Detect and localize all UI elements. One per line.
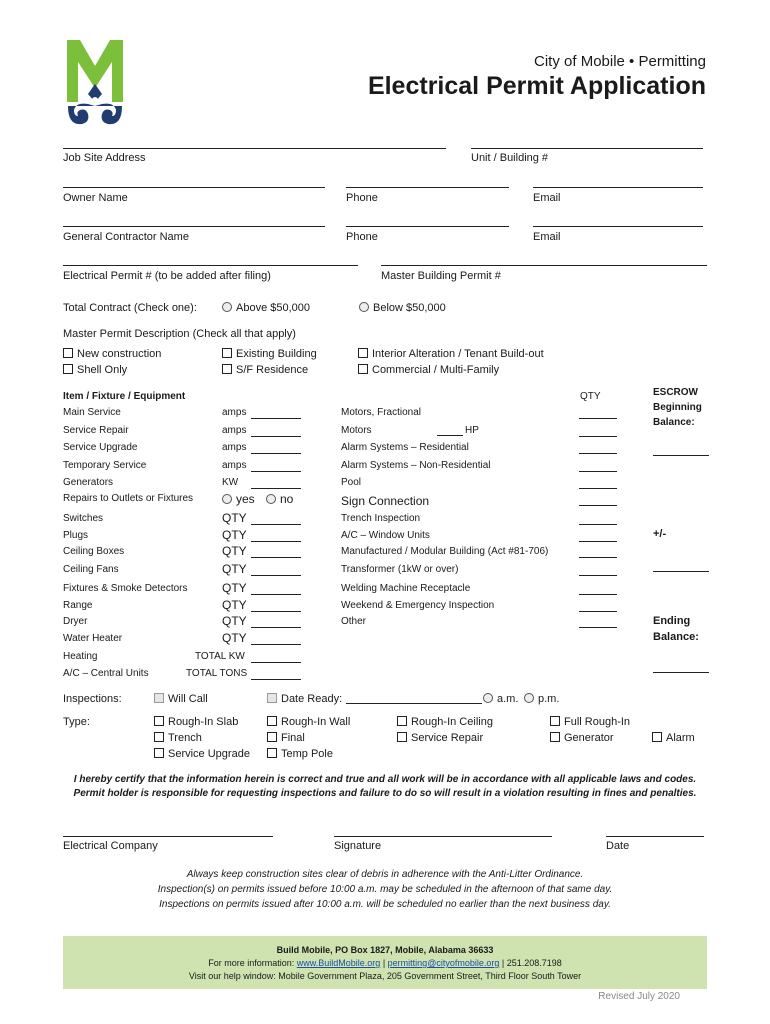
total-contract-label: Total Contract (Check one): <box>63 302 197 314</box>
rough-in-wall-checkbox[interactable]: Rough-In Wall <box>267 716 350 728</box>
qty-field[interactable] <box>579 541 617 542</box>
escrow-title: ESCROW <box>653 387 698 398</box>
job-site-address-label: Job Site Address <box>63 152 146 164</box>
contractor-phone-label: Phone <box>346 231 378 243</box>
qty-field[interactable] <box>579 524 617 525</box>
item-entry-field[interactable] <box>251 627 301 628</box>
unit-label: amps <box>222 460 247 471</box>
item-label: Ceiling Boxes <box>63 546 125 557</box>
escrow-beginning: Beginning <box>653 402 702 413</box>
qty-field[interactable] <box>579 505 617 506</box>
website-link[interactable]: www.BuildMobile.org <box>296 958 381 968</box>
qty-field[interactable] <box>579 557 617 558</box>
owner-email-field[interactable] <box>533 187 703 188</box>
motors-hp-field[interactable] <box>437 435 463 436</box>
radio-icon <box>222 494 232 504</box>
item-label: Range <box>63 600 93 611</box>
unit-label: amps <box>222 425 247 436</box>
unit-label: QTY <box>222 581 247 595</box>
item-entry-field[interactable] <box>251 679 301 680</box>
item-entry-field[interactable] <box>251 611 301 612</box>
signature-field[interactable] <box>334 836 552 837</box>
footer-help-window: Visit our help window: Mobile Government Plaza, 205 Government Street, Third Floor South Tower <box>188 971 582 981</box>
item-entry-field[interactable] <box>251 436 301 437</box>
item-label: Alarm Systems – Residential <box>341 442 469 453</box>
item-label: Generators <box>63 477 114 488</box>
radio-icon <box>222 302 232 312</box>
date-label: Date <box>606 840 630 852</box>
type-label: Type: <box>63 716 90 728</box>
electrical-permit-field[interactable] <box>63 265 358 266</box>
unit-label: QTY <box>222 614 247 628</box>
checkbox-icon <box>267 748 277 758</box>
service-repair-checkbox[interactable]: Service Repair <box>397 732 483 744</box>
footer-box <box>63 936 707 989</box>
service-upgrade-checkbox[interactable]: Service Upgrade <box>154 748 250 760</box>
unit-building-field[interactable] <box>471 148 703 149</box>
qty-field[interactable] <box>579 488 617 489</box>
checkbox-icon <box>154 748 164 758</box>
contractor-phone-field[interactable] <box>346 226 509 227</box>
item-label: Manufactured / Modular Building (Act #81-706) <box>341 546 549 557</box>
contractor-email-field[interactable] <box>533 226 703 227</box>
contractor-name-field[interactable] <box>63 226 325 227</box>
item-label: Main Service <box>63 407 121 418</box>
item-label: Repairs to Outlets or Fixtures <box>63 493 194 504</box>
item-label: Temporary Service <box>63 460 147 471</box>
item-label: Alarm Systems – Non-Residential <box>341 460 491 471</box>
date-ready-field[interactable] <box>346 703 482 704</box>
item-entry-field[interactable] <box>251 488 301 489</box>
checkbox-icon <box>397 732 407 742</box>
shell-only-checkbox[interactable]: Shell Only <box>63 364 127 376</box>
item-label: Motors <box>341 425 372 436</box>
item-label: Heating <box>63 651 98 662</box>
unit-label: QTY <box>222 511 247 525</box>
trench-checkbox[interactable]: Trench <box>154 732 202 744</box>
item-label: Other <box>341 616 367 627</box>
checkbox-icon <box>358 348 368 358</box>
plusminus-field[interactable] <box>653 571 709 572</box>
escrow-ending: Ending <box>653 615 691 627</box>
checkbox-icon <box>550 716 560 726</box>
checkbox-icon <box>358 364 368 374</box>
qty-field[interactable] <box>579 611 617 612</box>
item-entry-field[interactable] <box>251 594 301 595</box>
owner-phone-label: Phone <box>346 192 378 204</box>
city-of-mobile-logo <box>60 36 130 128</box>
yes-option[interactable]: yes <box>222 492 255 506</box>
contractor-email-label: Email <box>533 231 561 243</box>
escrow-balance: Balance: <box>653 417 695 428</box>
item-label: A/C – Central Units <box>63 668 149 679</box>
qty-field[interactable] <box>579 453 617 454</box>
electrical-company-label: Electrical Company <box>63 840 158 852</box>
qty-field[interactable] <box>579 627 617 628</box>
checkbox-icon <box>652 732 662 742</box>
item-label: Trench Inspection <box>341 513 421 524</box>
owner-phone-field[interactable] <box>346 187 509 188</box>
master-permit-label: Master Building Permit # <box>381 270 501 282</box>
electrical-permit-label: Electrical Permit # (to be added after filing) <box>63 270 271 282</box>
temp-pole-checkbox[interactable]: Temp Pole <box>267 748 333 760</box>
item-label: Ceiling Fans <box>63 564 119 575</box>
item-entry-field[interactable] <box>251 418 301 419</box>
item-label: Service Upgrade <box>63 442 138 453</box>
note-line-3: Inspections on permits issued after 10:00 a.m. will be scheduled no earlier than the next business day. <box>159 899 611 910</box>
generator-checkbox[interactable]: Generator <box>550 732 614 744</box>
page-title: Electrical Permit Application <box>367 72 706 100</box>
checkbox-icon <box>267 716 277 726</box>
note-line-1: Always keep construction sites clear of debris in adherence with the Anti-Litter Ordinance. <box>186 869 584 880</box>
item-label: Water Heater <box>63 633 123 644</box>
escrow-plusminus: +/- <box>653 528 667 540</box>
commercial-multifamily-checkbox[interactable]: Commercial / Multi-Family <box>358 364 499 376</box>
existing-building-checkbox[interactable]: Existing Building <box>222 348 317 360</box>
signature-label: Signature <box>334 840 382 852</box>
final-checkbox[interactable]: Final <box>267 732 305 744</box>
will-call-checkbox[interactable]: Will Call <box>154 693 208 705</box>
radio-icon <box>483 693 493 703</box>
date-ready-checkbox[interactable]: Date Ready: <box>267 693 342 705</box>
page-subtitle: City of Mobile • Permitting <box>534 53 706 70</box>
inspections-label: Inspections: <box>63 693 122 705</box>
alarm-checkbox[interactable]: Alarm <box>652 732 695 744</box>
qty-field[interactable] <box>579 436 617 437</box>
checkbox-icon <box>154 732 164 742</box>
checkbox-icon <box>267 732 277 742</box>
footer-address: Build Mobile, PO Box 1827, Mobile, Alabama 36633 <box>276 945 494 955</box>
unit-label: QTY <box>222 544 247 558</box>
master-permit-field[interactable] <box>381 265 707 266</box>
escrow-ending-balance: Balance: <box>653 631 699 643</box>
above-50000-option[interactable]: Above $50,000 <box>222 302 310 314</box>
qty-field[interactable] <box>579 471 617 472</box>
revised-date: Revised July 2020 <box>598 991 680 1002</box>
unit-label: QTY <box>222 528 247 542</box>
hp-label: HP <box>465 425 479 436</box>
item-entry-field[interactable] <box>251 557 301 558</box>
interior-alteration-checkbox[interactable]: Interior Alteration / Tenant Build-out <box>358 348 544 360</box>
checkbox-icon <box>154 716 164 726</box>
item-label: Plugs <box>63 530 89 541</box>
checkbox-icon <box>222 364 232 374</box>
beginning-balance-field[interactable] <box>653 455 709 456</box>
checkbox-icon <box>550 732 560 742</box>
item-label: Service Repair <box>63 425 129 436</box>
note-line-2: Inspection(s) on permits issued before 10:00 a.m. may be scheduled in the afternoon of that same day. <box>157 884 613 895</box>
unit-label: QTY <box>222 562 247 576</box>
unit-label: amps <box>222 442 247 453</box>
item-label: A/C – Window Units <box>341 530 430 541</box>
qty-field[interactable] <box>579 594 617 595</box>
checkbox-icon <box>63 348 73 358</box>
no-option[interactable]: no <box>266 492 293 506</box>
sf-residence-checkbox[interactable]: S/F Residence <box>222 364 308 376</box>
radio-icon <box>266 494 276 504</box>
item-label: Weekend & Emergency Inspection <box>341 600 495 611</box>
item-entry-field[interactable] <box>251 471 301 472</box>
unit-label: amps <box>222 407 247 418</box>
item-entry-field[interactable] <box>251 575 301 576</box>
rough-in-ceiling-checkbox[interactable]: Rough-In Ceiling <box>397 716 493 728</box>
date-field[interactable] <box>606 836 704 837</box>
job-site-address-field[interactable] <box>63 148 446 149</box>
checkbox-icon <box>222 348 232 358</box>
checkbox-icon <box>63 364 73 374</box>
new-construction-checkbox[interactable]: New construction <box>63 348 161 360</box>
item-entry-field[interactable] <box>251 453 301 454</box>
qty-field[interactable] <box>579 575 617 576</box>
item-label: Sign Connection <box>341 494 430 508</box>
item-fixture-header: Item / Fixture / Equipment <box>63 391 186 402</box>
qty-field[interactable] <box>579 418 617 419</box>
certify-line-2: Permit holder is responsible for requesting inspections and failure to do so will result in a violation resulting in fines and penalties. <box>73 788 697 799</box>
email-link[interactable]: permitting@cityofmobile.org <box>387 958 500 968</box>
unit-label: TOTAL KW <box>195 651 245 662</box>
footer-info: For more information: www.BuildMobile.org | permitting@cityofmobile.org | 251.208.7198 <box>208 958 562 968</box>
full-rough-in-checkbox[interactable]: Full Rough-In <box>550 716 630 728</box>
contractor-name-label: General Contractor Name <box>63 231 189 243</box>
unit-label: KW <box>222 477 239 488</box>
checkbox-icon <box>267 693 277 703</box>
item-label: Motors, Fractional <box>341 407 422 418</box>
owner-email-label: Email <box>533 192 561 204</box>
owner-name-label: Owner Name <box>63 192 128 204</box>
below-50000-option[interactable]: Below $50,000 <box>359 302 446 314</box>
unit-building-label: Unit / Building # <box>471 152 549 164</box>
checkbox-icon <box>397 716 407 726</box>
item-entry-field[interactable] <box>251 541 301 542</box>
item-entry-field[interactable] <box>251 524 301 525</box>
owner-name-field[interactable] <box>63 187 325 188</box>
am-option[interactable]: a.m. <box>483 693 518 705</box>
certify-line-1: I hereby certify that the information herein is correct and true and all work will be in accordance with all applicable laws and codes. <box>73 774 697 785</box>
rough-in-slab-checkbox[interactable]: Rough-In Slab <box>154 716 238 728</box>
radio-icon <box>524 693 534 703</box>
checkbox-icon <box>154 693 164 703</box>
unit-label: TOTAL TONS <box>186 668 248 679</box>
item-entry-field[interactable] <box>251 662 301 663</box>
item-label: Dryer <box>63 616 88 627</box>
item-label: Switches <box>63 513 104 524</box>
ending-balance-field[interactable] <box>653 672 709 673</box>
item-label: Transformer (1kW or over) <box>341 564 459 575</box>
radio-icon <box>359 302 369 312</box>
item-entry-field[interactable] <box>251 644 301 645</box>
pm-option[interactable]: p.m. <box>524 693 559 705</box>
master-description-label: Master Permit Description (Check all that apply) <box>63 328 296 340</box>
electrical-company-field[interactable] <box>63 836 273 837</box>
item-label: Fixtures & Smoke Detectors <box>63 583 188 594</box>
item-label: Welding Machine Receptacle <box>341 583 471 594</box>
unit-label: QTY <box>222 631 247 645</box>
qty-header: QTY <box>580 391 601 402</box>
unit-label: QTY <box>222 598 247 612</box>
item-label: Pool <box>341 477 362 488</box>
